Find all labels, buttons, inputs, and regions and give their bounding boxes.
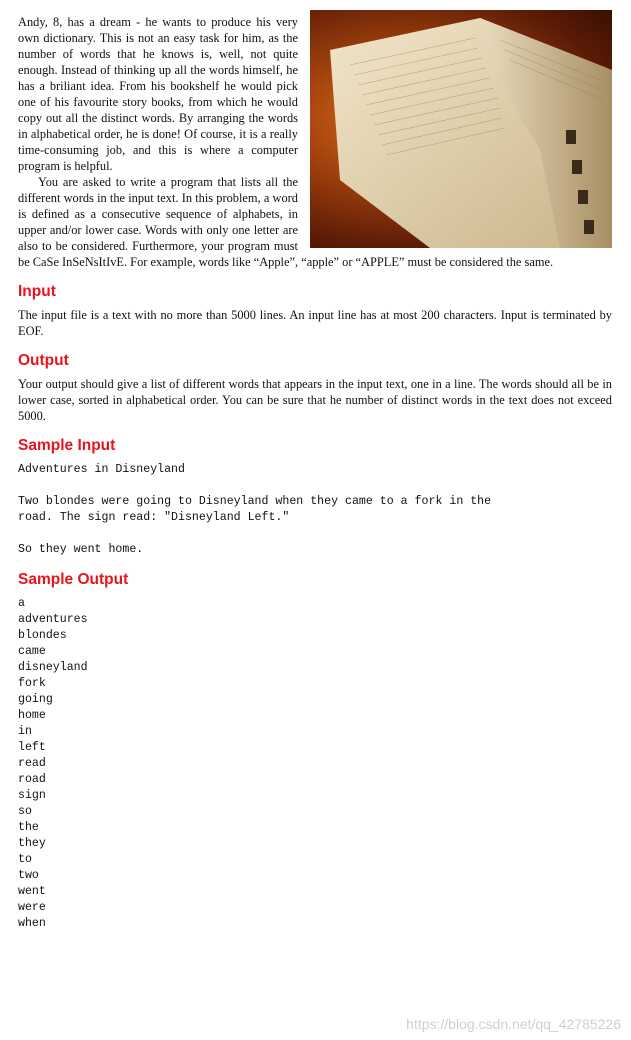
input-heading: Input [18,283,56,300]
sample-input-heading: Sample Input [18,437,116,454]
intro-paragraph-2: You are asked to write a program that lists all the different words in the input text. In this problem, a word is defined as a consecutive sequence of alphabets, in upper and/or lower case. Words with only one letter are also to be considered. Furthermore, your program must be CaSe InSeNsItIvE. For example, words like “Apple”, “apple” or “APPLE” must be considered the same. [18,175,554,269]
watermark: https://blog.csdn.net/qq_42785226 [406,1016,621,1032]
sample-input-block: Adventures in Disneyland Two blondes were going to Disneyland when they came to a fork in the road. The sign read: "Disneyland Left." So they went home. [18,463,492,556]
input-section [18,283,612,339]
sample-output-heading: Sample Output [18,571,129,588]
problem-statement [18,14,612,932]
sample-output-section [18,571,612,932]
input-description: The input file is a text with no more than 5000 lines. An input line has at most 200 characters. Input is terminated by EOF. [18,308,612,338]
open-dictionary-photo [310,10,612,248]
sample-output-block: a adventures blondes came disneyland fork going home in left read road sign so the they to two went were when [18,597,88,930]
output-section [18,352,612,424]
output-description: Your output should give a list of different words that appears in the input text, one in a line. The words should all be in lower case, sorted in alphabetical order. You can be sure that he number of distinct words in the text does not exceed 5000. [18,377,612,423]
output-heading: Output [18,352,69,369]
sample-input-section [18,437,612,558]
intro-paragraph-1: Andy, 8, has a dream - he wants to produce his very own dictionary. This is not an easy task for him, as the number of words that he knows is, well, not quite enough. Instead of thinking up all the words himself, he has a briliant idea. From his bookshelf he would pick one of his favourite story books, from which he would copy out all the distinct words. By arranging the words in alphabetical order, he is done! Of course, it is a really time-consuming job, and this is where a computer program is helpful. [18,15,298,173]
